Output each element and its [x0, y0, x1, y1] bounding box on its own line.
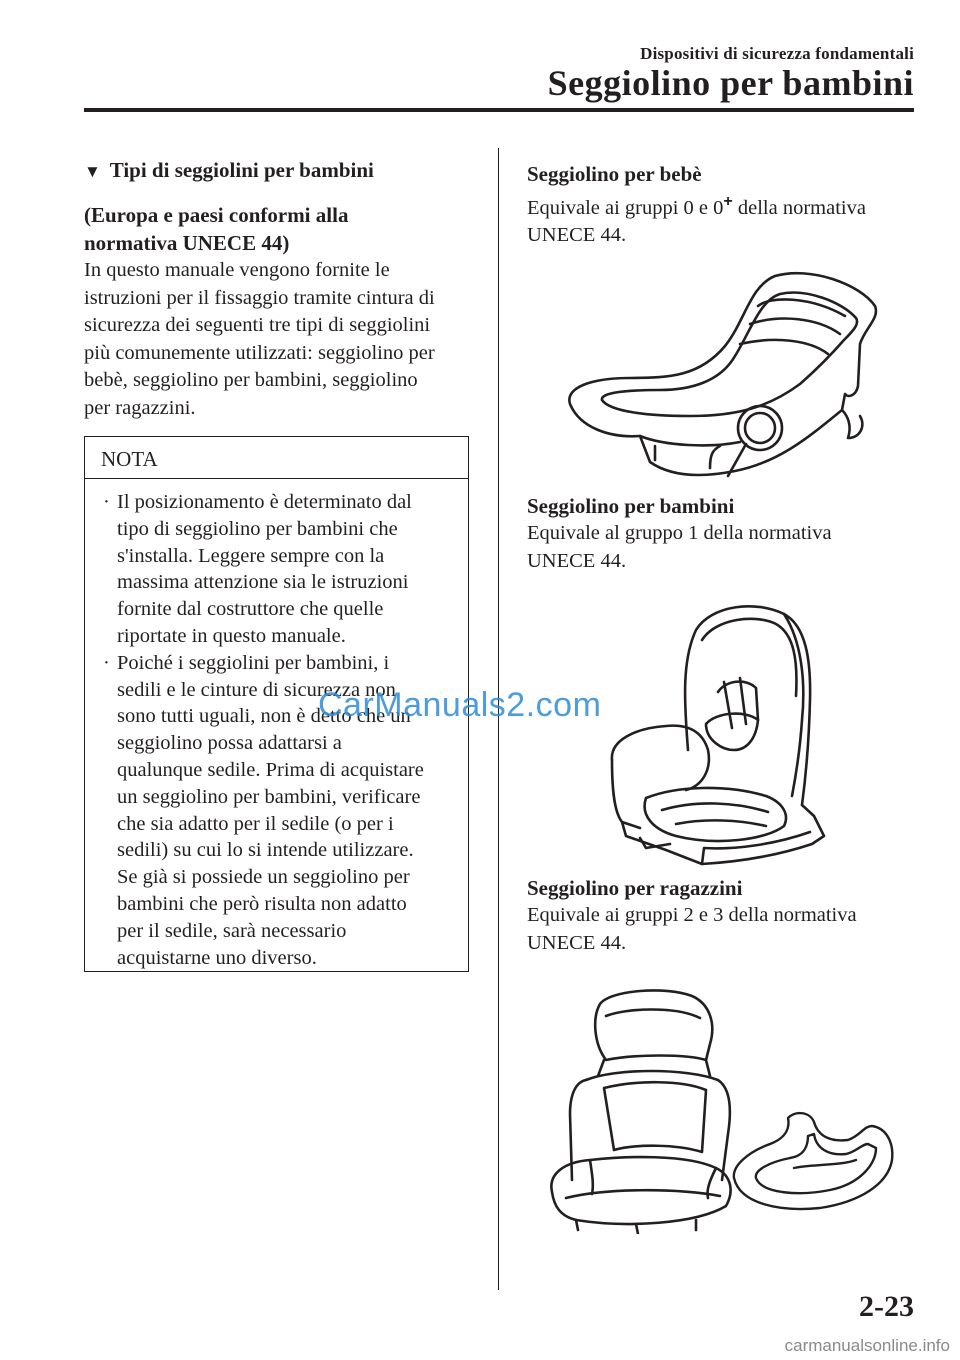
- child-seat-title: Seggiolino per bambini: [527, 494, 735, 518]
- bullet-icon: ·: [103, 491, 110, 513]
- left-column: [84, 158, 476, 422]
- intro-line: sicurezza dei seguenti tre tipi di seggiolini: [84, 314, 431, 336]
- intro-line: più comunemente utilizzati: seggiolino per: [84, 341, 435, 364]
- note-line: Se già si possiede un seggiolino per: [117, 866, 410, 889]
- section-heading: [84, 158, 476, 183]
- junior-seat-description: [527, 902, 917, 957]
- bullet-icon: ·: [103, 651, 110, 674]
- triangle-marker-icon: ▼: [84, 162, 101, 181]
- region-subheading: [84, 201, 476, 257]
- note-line: massima attenzione sia le istruzioni: [117, 571, 409, 594]
- child-seat-line: UNECE 44.: [527, 549, 627, 572]
- note-line: un seggiolino per bambini, verificare: [117, 785, 421, 808]
- intro-line: bebè, seggiolino per bambini, seggiolino: [84, 369, 418, 391]
- infant-seat-text: della normativa: [732, 196, 866, 219]
- note-line: Poiché i seggiolini per bambini, i: [117, 651, 390, 674]
- note-line: qualunque sedile. Prima di acquistare: [117, 758, 424, 781]
- junior-seat-title: Seggiolino per ragazzini: [527, 876, 743, 900]
- child-seat-illustration: [606, 600, 831, 868]
- intro-line: istruzioni per il fissaggio tramite cintura di: [84, 286, 435, 309]
- note-line: Il posizionamento è determinato dal: [117, 491, 412, 513]
- infant-seat-title: Seggiolino per bebè: [527, 162, 702, 186]
- note-line: riportate in questo manuale.: [117, 624, 346, 647]
- note-list: [85, 479, 468, 971]
- page-number: 2-23: [859, 1290, 914, 1323]
- section-title: Dispositivi di sicurezza fondamentali: [640, 44, 914, 63]
- note-line: fornite dal costruttore che quelle: [117, 598, 384, 621]
- note-line: sedili e le cinture di sicurezza non: [117, 678, 396, 701]
- region-subheading-line: normativa UNECE 44): [84, 231, 290, 255]
- note-line: seggiolino possa adattarsi a: [117, 732, 342, 755]
- infant-seat-line: UNECE 44.: [527, 224, 627, 247]
- booster-seat-with-backrest-illustration: [546, 984, 736, 1234]
- header-rule: [84, 108, 914, 112]
- footer-watermark: carmanualsonline.info: [784, 1336, 950, 1355]
- plus-superscript: +: [723, 193, 733, 210]
- intro-paragraph: [84, 257, 476, 422]
- page-title: Seggiolino per bambini: [547, 63, 914, 103]
- infant-seat-line: [527, 188, 917, 222]
- region-subheading-line: (Europa e paesi conformi alla: [84, 203, 349, 227]
- note-line: acquistarne uno diverso.: [117, 946, 317, 969]
- intro-line: In questo manuale vengono fornite le: [84, 259, 390, 281]
- infant-carrier-illustration: [560, 266, 880, 486]
- note-line: sedili) su cui lo si intende utilizzare.: [117, 839, 414, 862]
- child-seat-line: Equivale al gruppo 1 della normativa: [527, 522, 832, 544]
- junior-seat-line: Equivale ai gruppi 2 e 3 della normativa: [527, 904, 857, 926]
- note-line: tipo di seggiolino per bambini che: [117, 517, 398, 540]
- infant-seat-section: [527, 160, 917, 250]
- infant-seat-text: Equivale ai gruppi 0 e 0: [527, 196, 724, 219]
- backless-booster-illustration: [730, 1108, 900, 1212]
- junior-seat-line: UNECE 44.: [527, 931, 627, 954]
- infant-seat-description: [527, 188, 917, 250]
- watermark-logo: CarManuals2.com: [318, 686, 602, 724]
- junior-seat-section: [527, 874, 917, 957]
- note-line: per il sedile, sarà necessario: [117, 919, 347, 942]
- note-line: che sia adatto per il sedile (o per i: [117, 812, 394, 835]
- note-line: sono tutti uguali, non è detto che un: [117, 705, 411, 728]
- note-item: [85, 489, 458, 650]
- note-title: NOTA: [85, 437, 468, 479]
- note-line: s'installa. Leggere sempre con la: [117, 544, 385, 567]
- child-seat-section: [527, 492, 917, 575]
- note-line: bambini che però risulta non adatto: [117, 892, 407, 915]
- child-seat-description: [527, 520, 917, 575]
- intro-line: per ragazzini.: [84, 396, 196, 419]
- section-heading-text: Tipi di seggiolini per bambini: [109, 158, 374, 182]
